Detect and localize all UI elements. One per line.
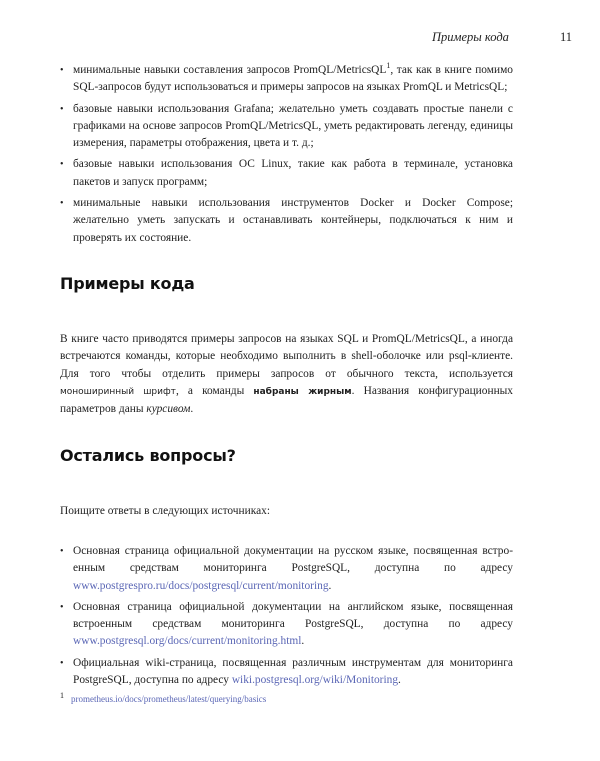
- footnote-link[interactable]: prometheus.io/docs/prometheus/latest/querying/basics: [71, 694, 267, 704]
- bullet-icon: •: [60, 546, 64, 557]
- list-item: [60, 655, 513, 690]
- punctuation: .: [301, 635, 305, 648]
- prerequisites-list-container: [60, 62, 513, 251]
- bullet-icon: •: [60, 198, 64, 210]
- paragraph-text: В книге часто приводятся примеры запросов на языках SQL и PromQL/MetricsQL, а иногда встречаются команды, которые необходимо выполнить в shell-оболочке или psql-клиенте. Для того чтобы отделить примеры запросов от обычного текста, используется: [60, 333, 513, 380]
- bullet-icon: •: [60, 65, 64, 76]
- list-item: [60, 156, 513, 191]
- section-heading-questions: Остались вопросы?: [60, 446, 236, 465]
- link-postgresql-wiki[interactable]: wiki.postgresql.org/wiki/Monitoring: [231, 674, 399, 687]
- footnote-number: 1: [60, 691, 64, 700]
- list-item: [60, 62, 513, 97]
- list-item-text: базовые навыки использования ОС Linux, такие как работа в терминале, установка пакетов и запуск программ;: [73, 158, 513, 188]
- punctuation: .: [398, 674, 401, 687]
- page-number: 11: [560, 30, 573, 44]
- monospace-sample: моноширинный шрифт: [60, 386, 176, 397]
- list-item: [60, 543, 513, 595]
- bullet-icon: •: [60, 159, 64, 171]
- footnote: [60, 691, 267, 704]
- list-item-text: Официальная wiki-страница, посвященная различным инструментам для мониторинга PostgreSQL, доступна по адресу: [73, 656, 513, 687]
- list-item-text: базовые навыки использования Grafana; желательно уметь создавать простые панели с графиками на основе запросов PromQL/MetricsQL, уметь редактировать легенду, единицы измерения, параметры отображения, цвета и т. д.;: [73, 102, 513, 150]
- running-header-title: Примеры кода: [432, 30, 509, 44]
- list-item-text: минимальные навыки использования инструментов Docker и Docker Compose; желательно уметь запускать и останавливать контейнеры, подключаться к ним и проверять их состояние.: [73, 197, 513, 244]
- italic-sample: курсивом: [146, 403, 191, 416]
- bullet-icon: •: [60, 103, 64, 115]
- list-item: [60, 599, 513, 651]
- list-item-text: Основная страница официальной документации на русском языке, посвященная встроенным средствам мониторинга PostgreSQL, доступна по адресу: [73, 545, 513, 575]
- list-item-text: , так как в книге помимо SQL-запросов будут использоваться и примеры запросов на языках PromQL и MetricsQL;: [73, 64, 513, 94]
- punctuation: .: [328, 579, 332, 592]
- code-examples-paragraph: [60, 331, 513, 418]
- questions-intro: Поищите ответы в следующих источниках:: [60, 505, 270, 517]
- resources-list: [60, 543, 513, 689]
- list-item-text: Основная страница официальной документации на английском языке, посвященная встроенным средствам мониторинга PostgreSQL, доступна по адресу: [73, 600, 513, 631]
- paragraph-text: , а команды: [175, 384, 254, 397]
- bold-sample: набраны жирным: [253, 386, 352, 397]
- list-item: [60, 101, 513, 153]
- bullet-icon: •: [60, 601, 64, 613]
- resources-list-container: [60, 543, 513, 693]
- prerequisites-list: [60, 62, 513, 247]
- footnote-ref[interactable]: 1: [386, 61, 391, 71]
- link-postgrespro-docs[interactable]: www.postgrespro.ru/docs/postgresql/current/monitoring: [73, 579, 329, 592]
- list-item: [60, 195, 513, 247]
- bullet-icon: •: [60, 657, 64, 669]
- list-item-text: минимальные навыки составления запросов PromQL/MetricsQL: [73, 64, 387, 76]
- paragraph-text: .: [190, 403, 194, 416]
- paragraph-text: . Названия конфигурационных параметров даны: [60, 384, 514, 416]
- link-postgresql-docs[interactable]: www.postgresql.org/docs/current/monitoring.html: [73, 635, 302, 648]
- section-heading-code-examples: Примеры кода: [60, 274, 195, 293]
